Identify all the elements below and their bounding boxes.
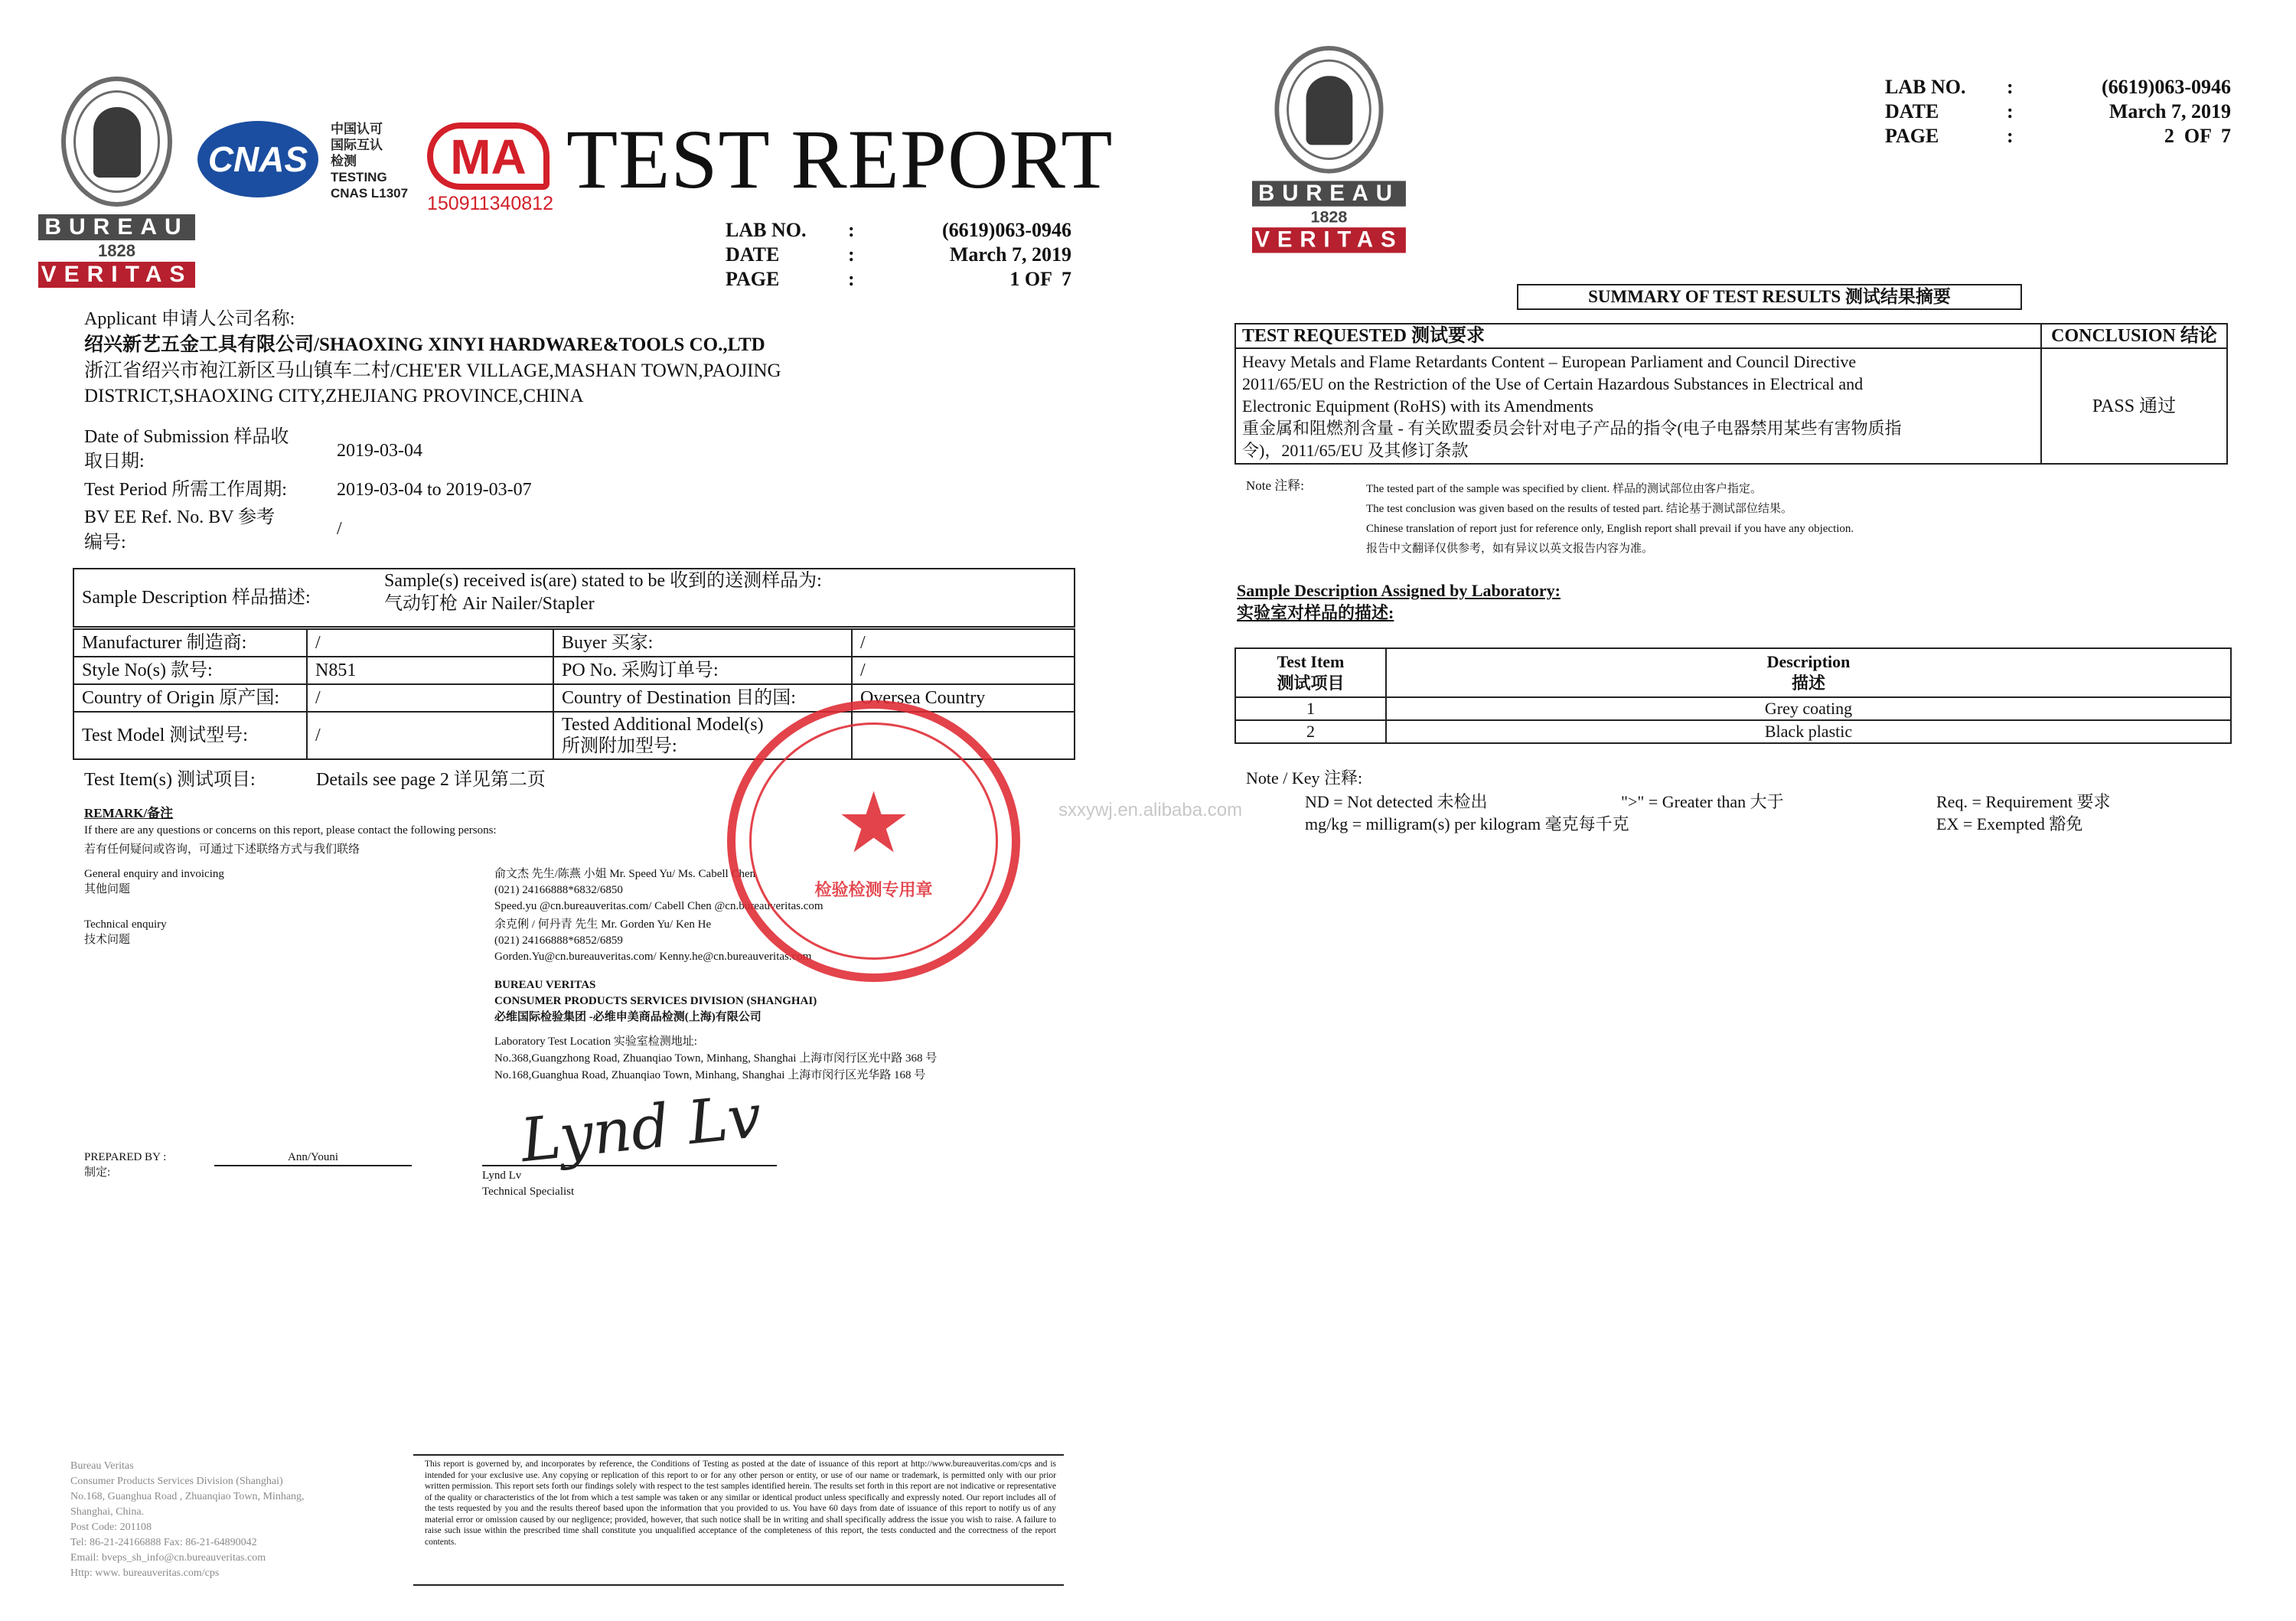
test-period-label: Test Period 所需工作周期:: [84, 480, 287, 500]
remark-title: REMARK/备注: [84, 806, 174, 820]
lab-number: (6619)063-0946: [2102, 76, 2231, 98]
sample-description-table: [73, 568, 1075, 628]
bv-ref-value: /: [337, 519, 342, 539]
applicant-name: 绍兴新艺五金工具有限公司/SHAOXING XINYI HARDWARE&TOOLS CO.,LTD: [84, 334, 765, 355]
buyer-value: /: [852, 629, 1075, 657]
sample-description-lab-table: [1234, 647, 2232, 744]
submission-date: 2019-03-04: [337, 441, 422, 461]
bureau-veritas-logo: BUREAU 1828 VERITAS: [1252, 46, 1406, 271]
destination-value: Oversea Country: [852, 684, 1075, 712]
key-greater-than: ">" = Greater than 大于: [1621, 792, 1784, 811]
sample-assigned-heading-cn: 实验室对样品的描述:: [1237, 603, 1394, 622]
cnas-accreditation-text: 中国认可 国际互认 检测 TESTING CNAS L1307: [331, 122, 409, 201]
applicant-label: Applicant 申请人公司名称:: [84, 309, 295, 329]
report-page-2: BUREAU 1828 VERITAS LAB NO. : (6619)063-0946 DATE : March 7, 2019 PAGE : 2 OF 7: [1148, 0, 2296, 1621]
prepared-by-name: Ann/Youni: [288, 1151, 338, 1163]
company-name-block: BUREAU VERITAS CONSUMER PRODUCTS SERVICES DIVISION (SHANGHAI) 必维国际检验集团 -必维申美商品检测(上海)有限公司: [494, 979, 817, 1023]
technical-enquiry-contacts: 余克俐 / 何丹青 先生 Mr. Gorden Yu/ Ken He (021) 24166888*6852/6859 Gorden.Yu@cn.bureauveritas.com/ Kenny.he@cn.bureauveritas.com: [494, 918, 812, 963]
watermark: sxxywj.en.alibaba.com: [1058, 800, 1243, 820]
sample-description-label: Sample Description 样品描述:: [73, 569, 377, 627]
page-number: 1 OF 7: [1009, 268, 1071, 290]
style-value: N851: [307, 657, 553, 684]
summary-note-label: Note 注释:: [1246, 478, 1305, 493]
bv-ref-label: BV EE Ref. No. BV 参考: [84, 507, 276, 527]
general-enquiry-label: General enquiry and invoicing 其他问题: [84, 868, 224, 895]
official-red-stamp: ★ 检验检测专用章: [727, 700, 1020, 982]
summary-notes: The tested part of the sample was specified by client. 样品的测试部位由客户指定。 The test conclusion was given based on the results of tested part. 结论基于测试部位结果。 Chinese translation of report just for reference only, English report shall prevail if you have any objection. 报告中文翻译仅供参考，如有异议以英文报告内容为准。: [1366, 483, 1854, 555]
col-test-requested: TEST REQUESTED 测试要求: [1235, 324, 2041, 348]
manufacturer-value: /: [307, 629, 553, 657]
test-requested-value: Heavy Metals and Flame Retardants Content – European Parliament and Council Directive 2011/65/EU on the Restriction of the Use of Certain Hazardous Substances in Electrical and Electronic Equipment (RoHS) with its Amendments 重金属和阻燃剂含量 - 有关欧盟委员会针对电子产品的指令(电子电器禁用某些有害物质指 令)，2011/65/EU 及其修订条款: [1235, 348, 2041, 464]
test-items-value: Details see page 2 详见第二页: [316, 770, 546, 790]
applicant-address-line1: 浙江省绍兴市袍江新区马山镇车二村/CHE'ER VILLAGE,MASHAN TOWN,PAOJING: [84, 360, 781, 381]
col-test-item: Test Item 测试项目: [1235, 648, 1386, 697]
test-period-value: 2019-03-04 to 2019-03-07: [337, 480, 532, 500]
key-exempted: EX = Exempted 豁免: [1936, 814, 2083, 833]
summary-title: SUMMARY OF TEST RESULTS 测试结果摘要: [1517, 284, 2022, 310]
key-label: Note / Key 注释:: [1246, 768, 1363, 788]
report-title: TEST REPORT: [566, 113, 1114, 206]
table-row: 2 Black plastic: [1235, 720, 2231, 743]
product-info-table: Manufacturer 制造商: / Buyer 买家: / Style No(s) 款号: N851 PO No. 采购订单号: / Country of Origin 原产国: / Country of Destination 目的国: Oversea Country Test Model 测试型号: / Tested Additional Model(s) 所测附加型号:: [73, 628, 1075, 760]
cnas-logo: CNAS: [197, 121, 318, 197]
cma-number: 150911340812: [427, 193, 553, 214]
key-mgkg: mg/kg = milligram(s) per kilogram 毫克每千克: [1305, 814, 1629, 833]
report-date: March 7, 2019: [949, 243, 1071, 266]
test-items-label: Test Item(s) 测试项目:: [84, 770, 256, 790]
lab-number: (6619)063-0946: [942, 219, 1071, 241]
prepared-by-label: PREPARED BY : 制定:: [84, 1151, 167, 1179]
key-requirement: Req. = Requirement 要求: [1936, 792, 2111, 811]
origin-value: /: [307, 684, 553, 712]
sample-description-value: Sample(s) received is(are) stated to be 收到的送测样品为: 气动钉枪 Air Nailer/Stapler: [377, 569, 1075, 627]
signer-block: Lynd Lv Technical Specialist: [482, 1169, 575, 1198]
table-row: 1 Grey coating: [1235, 697, 2231, 720]
technical-enquiry-label: Technical enquiry 技术问题: [84, 918, 167, 946]
cma-logo: MA: [427, 122, 550, 190]
bureau-veritas-logo: BUREAU 1828 VERITAS: [38, 77, 195, 306]
conclusion-value: PASS 通过: [2041, 348, 2227, 464]
general-enquiry-contacts: 俞文杰 先生/陈燕 小姐 Mr. Speed Yu/ Ms. Cabell Chen (021) 24166888*6832/6850 Speed.yu @cn.bureauveritas.com/ Cabell Chen @cn.bureauveritas.com: [494, 868, 823, 912]
submission-label: Date of Submission 样品收: [84, 427, 289, 447]
signature-scribble: Lynd Lv: [517, 1081, 765, 1176]
page-number: 2 OF 7: [2164, 125, 2231, 147]
lab-location-block: Laboratory Test Location 实验室检测地址: No.368,Guangzhong Road, Zhuanqiao Town, Minhang, Shanghai 上海市闵行区光中路 368 号 No.168,Guanghua Road, Zhuanqiao Town, Minhang, Shanghai 上海市闵行区光华路 168 号: [494, 1036, 938, 1081]
key-nd: ND = Not detected 未检出: [1305, 792, 1488, 811]
sample-assigned-heading: Sample Description Assigned by Laboratory:: [1237, 581, 1561, 600]
test-model-value: /: [307, 712, 553, 759]
applicant-address-line2: DISTRICT,SHAOXING CITY,ZHEJIANG PROVINCE,CHINA: [84, 386, 584, 406]
footer-address: Bureau Veritas Consumer Products Services Division (Shanghai) No.168, Guanghua Road , Zhuanqiao Town, Minhang, Shanghai, China. Post Code: 201108 Tel: 86-21-24166888 Fax: 86-21-64890042 Email: bveps_sh_info@cn.bureauveritas.com Http: www. bureauveritas.com/cps: [70, 1460, 305, 1579]
col-conclusion: CONCLUSION 结论: [2041, 324, 2227, 348]
summary-results-table: [1234, 323, 2228, 465]
report-page-1: BUREAU 1828 VERITAS CNAS 中国认可 国际互认 检测 TESTING CNAS L1307 MA 150911340812 TEST REPORT LAB NO. : (6619)063-0946 DATE : March 7, 2019 PAGE : 1 OF 7 Applicant 申请人公司名称: 绍兴新艺五金工具有限公司/SHAOXING XINYI HARDWARE&TOOLS CO.,LTD 浙江省绍兴市袍江新区马山镇车二村/CHE'ER VILLAGE,MASHAN TOWN,PAOJING DISTRICT,SHAOXING CITY,ZHEJIANG PROVINCE,CHINA Date of Submission 样品收 取日期: 2019-03-04 Test Period 所需工作周期: 2019-03-04 to 2019-03-07 BV EE Ref. No. BV 参考 编号: / Sample Description 样品描述: Sample(s) received is(are) stated to be 收到的送测样品为: 气动钉枪 Air Nailer/Stapler Manufacturer 制造商: / Buyer 买家: / Style No(s) 款号: N851 PO No. 采购订单号: / Country of Origin 原产国: / Country of Destination 目的国: Oversea Country Test Model 测试型号: / Tested Additional Model(s) 所测附加型号: Test Item(s) 测试项目: Details see page 2 详见第二页 REMARK/备注 If there are any questions or concerns on this report, please contact the following persons: 若有任何疑问或咨询，可通过下述联络方式与我们联络 General enquiry and invoicing 其他问题 俞文杰 先生/陈燕 小姐 Mr. Speed Yu/ Ms. Cabell Chen (021) 24166888*6832/6850 Speed.yu @cn.bureauveritas.com/ Cabell Chen @cn.bureauveritas.com Technical enquiry 技术问题 余克俐 / 何丹青 先生 Mr. Gorden Yu/ Ken He (021) 24166888*6852/6859 Gorden.Yu@cn.bureauveritas.com/ Kenny.he@cn.bureauveritas.com BUREAU VERITAS CONSUMER PRODUCTS SERVICES DIVISION (SHANGHAI) 必维国际检验集团 -必维申美商品检测(上海)有限公司 Laboratory Test Location 实验室检测地址: No.368,Guangzhong Road, Zhuanqiao Town, Minhang, Shanghai 上海市闵行区光中路 368 号 No.168,Guanghua Road, Zhuanqiao Town, Minhang, Shanghai 上海市闵行区光华路 168 号 ★ 检验检测专用章 Lynd Lv PREPARED BY : 制定: Ann/Youni Lynd Lv Technical Specialist Bureau Veritas Consumer Products Services Division (Shanghai) No.168, Guanghua Road , Zhuanqiao Town, Minhang, Shanghai, China. Post Code: 201108 Tel: 86-21-24166888 Fax: 86-21-64890042 Email: bveps_sh_info@cn.bureauveritas.com Http: www. bureauveritas.com/cps This report is governed by, and incorporates by reference, the Conditions of Testing as posted at the date of issuance of this report at http://www.bureauveritas.com/cps and is intended for your exclusive use. Any copying or replication of this report to or for any other person or entity, or use of our name or trademark, is permitted only with our prior written permission. This report sets forth our findings solely with respect to the test samples identified herein. The results set forth in this report are not indicative or representative of the quality or characteristics of the lot from which a test sample was taken or any similar or identical product unless specifically and expressly noted. Our report includes all of the tests requested by you and the results thereof based upon the information that you provided to us. You have 60 days from date of issuance of this report to notify us of any material error or omission caused by our negligence; provided, however, that such notice shall be in writing and shall specifically address the issue you wish to raise. A failure to raise such issue within the prescribed time shall constitute you unqualified acceptance of the completeness of this report, the tests conducted and the correctness of the report contents.: [0, 0, 1148, 1621]
legal-disclaimer: This report is governed by, and incorporates by reference, the Conditions of Testing as posted at the date of issuance of this report at http://www.bureauveritas.com/cps and is intended for your exclusive use. Any copying or replication of this report to or for any other person or entity, or use of our name or trademark, is permitted only with our prior written permission. This report sets forth our findings solely with respect to the test samples identified herein. The results set forth in this report are not indicative or representative of the quality or characteristics of the lot from which a test sample was taken or any similar or identical product unless specifically and expressly noted. Our report includes all of the tests requested by you and the results thereof based upon the information that you provided to us. You have 60 days from date of issuance of this report to notify us of any material error or omission caused by our negligence; provided, however, that such notice shall be in writing and shall specifically address the issue you wish to raise. A failure to raise such issue within the prescribed time shall constitute you unqualified acceptance of the completeness of this report, the tests conducted and the correctness of the report contents.: [425, 1460, 1056, 1547]
col-description: Description 描述: [1386, 648, 2231, 697]
po-value: /: [852, 657, 1075, 684]
star-icon: ★: [836, 777, 912, 870]
report-date: March 7, 2019: [2108, 100, 2231, 122]
